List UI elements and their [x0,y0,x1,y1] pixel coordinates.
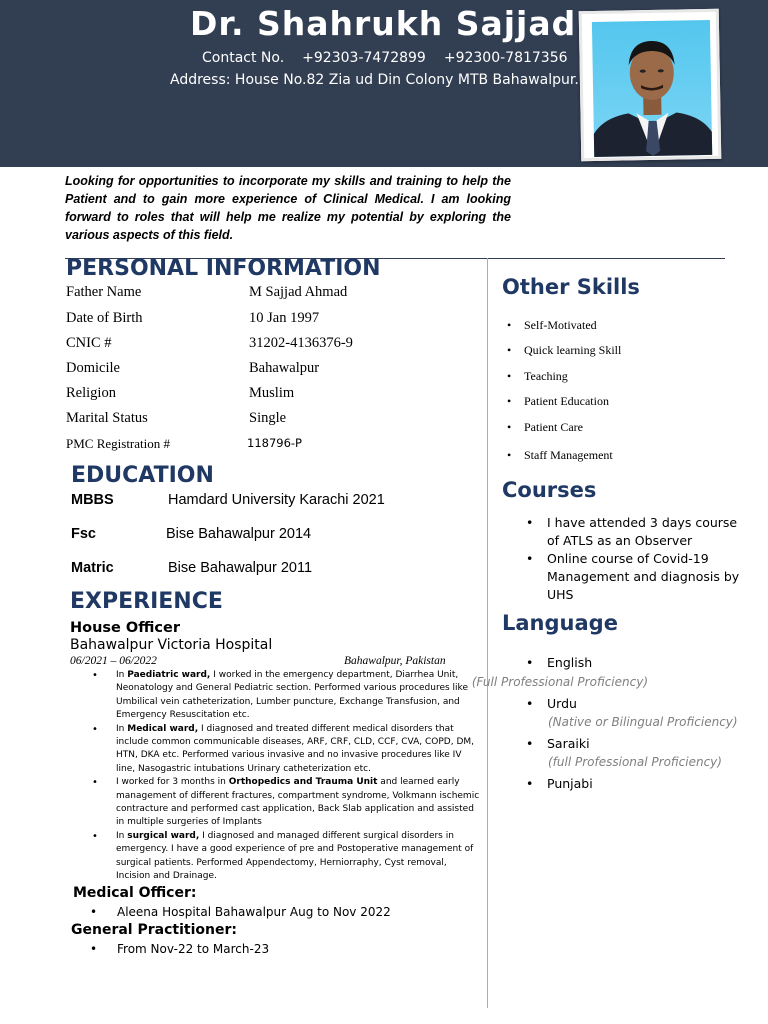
job-location: Bahawalpur, Pakistan [344,655,446,667]
duty-text: I diagnosed and managed different surgical disorders in emergency. I have a good experience of pre and Postoperative management of surgical patients. Performed Appendectomy, Herniorraphy, Cyst removal, Incision and Drainage. [116,830,474,882]
language-item-english: • English [547,655,592,670]
duty-text: In [116,723,128,734]
gp-item: • From Nov-22 to March-23 [117,942,269,956]
pi-value: M Sajjad Ahmad [249,284,348,300]
phone-2: +92300-7817356 [443,50,568,66]
experience-heading: EXPERIENCE [70,589,223,614]
profile-photo-frame [579,9,722,161]
edu-institute: Hamdard University Karachi 2021 [168,492,385,508]
job-dates: 06/2021 – 06/2022 [70,655,157,667]
duty-item [90,669,480,723]
personal-info-heading: PERSONAL INFORMATION [66,256,381,281]
profile-photo [592,20,712,157]
courses-heading: Courses [502,478,597,502]
duty-ward: surgical ward, [127,830,200,841]
education-heading: EDUCATION [71,463,214,488]
course-item: • I have attended 3 days course of ATLS as an Observer [547,514,747,550]
pi-label: Father Name [66,284,142,300]
duty-item [90,723,480,777]
edu-institute: Bise Bahawalpur 2014 [166,526,312,542]
duty-ward: Orthopedics and Trauma Unit [228,777,378,788]
pi-value: 118796-P [247,436,302,450]
skills-heading: Other Skills [502,275,640,299]
duty-text: and learned early management of different fractures, compartment syndrome, Volkmann ischemic contracture and performed cast application, Back Slab application and assisted in multiple surgeries of Implants [116,777,480,828]
contact-line [202,50,586,66]
edu-degree: Fsc [71,526,96,542]
pi-value: Bahawalpur [249,360,320,376]
language-level-saraiki: (full Professional Proficiency) [548,755,722,769]
skill-item: • Patient Care [524,420,583,435]
duty-text: I worked for 3 months in [116,777,229,788]
skill-item: • Quick learning Skill [524,343,621,358]
pi-label: Marital Status [66,410,148,426]
edu-degree: Matric [71,560,114,576]
job-place: Bahawalpur Victoria Hospital [70,637,273,653]
medical-officer-heading: Medical Officer: [73,885,197,901]
pi-label: CNIC # [66,335,112,351]
duty-text: In [116,670,128,680]
contact-label: Contact No. [202,50,285,66]
duty-item [90,776,480,830]
pi-label: Date of Birth [66,310,143,326]
language-heading: Language [502,611,618,635]
language-level-english: (Full Professional Proficiency) [471,675,648,689]
pi-value: Muslim [249,385,295,401]
duty-text: I worked in the emergency department, Diarrhea Unit, Neonatology and General Pediatric section. Performed various procedures like Umbilical vein catheterization, Lumber puncture, Exchange Transfusion, and Emergency Resuscitation etc. [116,670,468,721]
duty-ward: Medical ward, [127,723,199,734]
language-item-saraiki: • Saraiki [547,736,590,751]
gp-heading: General Practitioner: [71,922,237,938]
skill-item: • Patient Education [524,394,609,409]
duty-text: In [116,830,128,841]
objective-text: Looking for opportunities to incorporate my skills and training to help the Patient and to gain more experience of Clinical Medical. I am looking forward to roles that will help me realize my potential by exploring the various aspects of this field. [65,174,511,242]
pi-label: Domicile [66,360,120,376]
pi-label: PMC Registration # [66,436,171,451]
duty-ward: Paediatric ward, [127,670,211,680]
skill-item: • Teaching [524,369,568,384]
language-level-urdu: (Native or Bilingual Proficiency) [548,715,738,729]
duty-text: I diagnosed and treated different medical disorders that include common communicable diseases, ARF, CRF, CLD, CCF, CVA, COPD, DM, HTN, DKA etc. Performed various invasive and no invasive procedures like IV line, Nasogastric intubations Urinary catheterization etc. [116,723,475,774]
course-item: • Online course of Covid-19 Management and diagnosis by UHS [547,550,747,604]
medical-officer-item: • Aleena Hospital Bahawalpur Aug to Nov 2022 [117,905,391,919]
edu-degree: MBBS [71,492,114,508]
pi-value: 10 Jan 1997 [249,310,320,326]
column-divider-vertical [487,258,488,1008]
address-line: Address: House No.82 Zia ud Din Colony MTB Bahawalpur. [170,72,579,88]
skill-item: • Staff Management [524,448,613,463]
pi-value: 31202-4136376-9 [249,335,353,351]
skill-item: • Self-Motivated [524,318,597,333]
profile-photo-image [592,20,712,157]
pi-label: Religion [66,385,116,401]
job-title: House Officer [70,620,181,636]
duty-item [90,830,480,884]
pi-value: Single [249,410,287,426]
language-item-urdu: • Urdu [547,696,577,711]
duties-list [90,669,480,884]
language-item-punjabi: • Punjabi [547,776,593,791]
phone-1: +92303-7472899 [302,50,426,66]
edu-institute: Bise Bahawalpur 2011 [168,560,313,576]
candidate-name: Dr. Shahrukh Sajjad [190,4,577,43]
